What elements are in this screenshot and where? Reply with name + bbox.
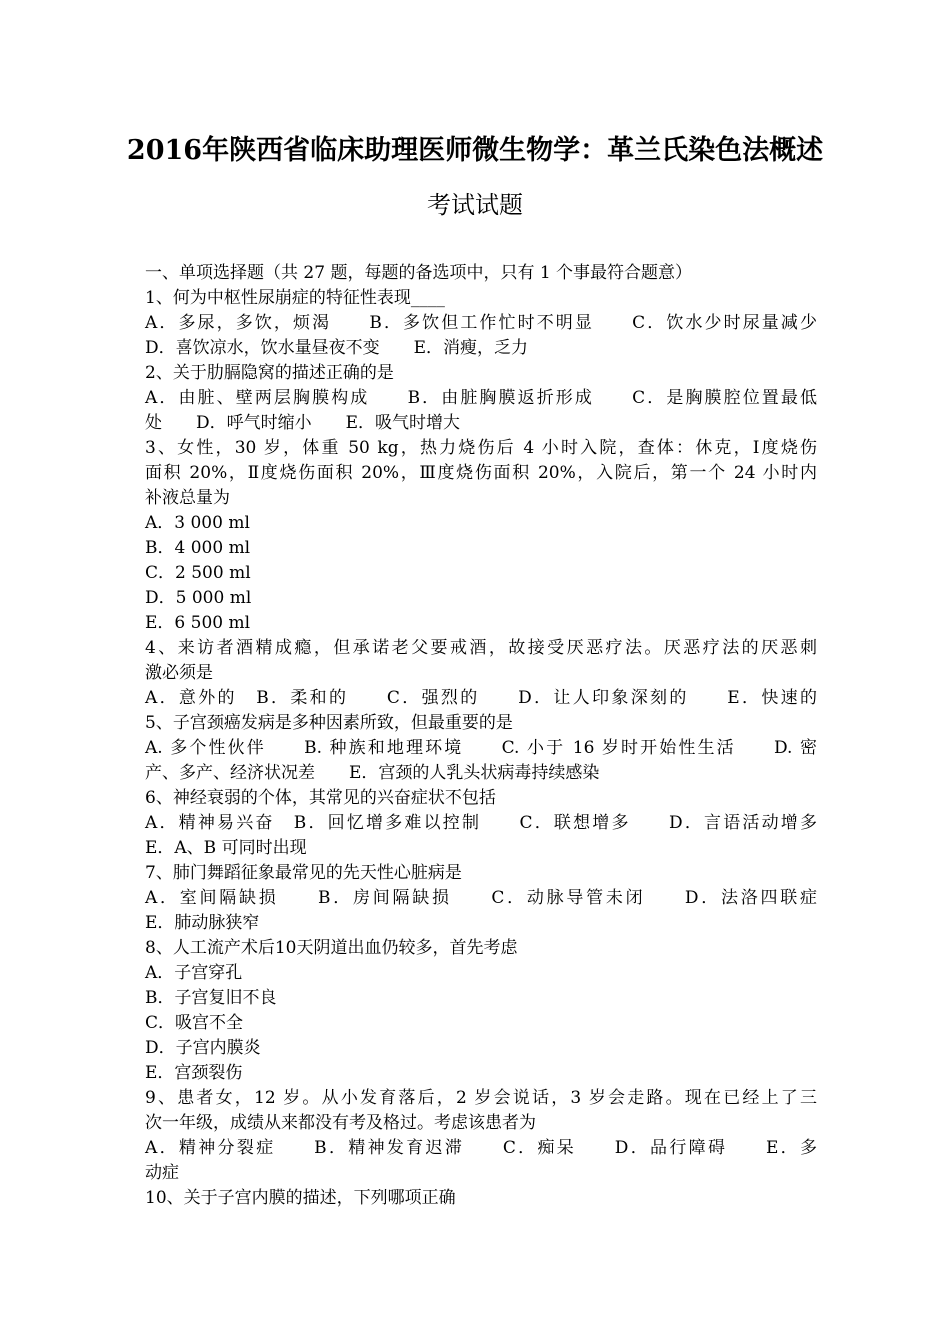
text-line: 次一年级，成绩从来都没有考及格过。考虑该患者为 — [145, 1113, 536, 1133]
text-line: 动症 — [145, 1163, 179, 1183]
text-line: 4、来访者酒精成瘾，但承诺老父要戒酒，故接受厌恶疗法。厌恶疗法的厌恶刺 — [145, 638, 817, 658]
text-line: 1、何为中枢性尿崩症的特征性表现____ — [145, 288, 445, 308]
text-line: 激必须是 — [145, 663, 213, 683]
text-line: A．精神分裂症 B．精神发育迟滞 C．痴呆 D．品行障碍 E．多 — [145, 1138, 817, 1158]
text-line: B．子宫复旧不良 — [145, 988, 277, 1008]
text-line: A. 多个性伙伴 B. 种族和地理环境 C. 小于 16 岁时开始性生活 D. 密 — [145, 738, 817, 758]
text-line: C．吸宫不全 — [145, 1013, 244, 1033]
document-title-line1: 2016年陕西省临床助理医师微生物学：革兰氏染色法概述 — [126, 135, 824, 166]
text-line: A．意外的 B．柔和的 C．强烈的 D．让人印象深刻的 E．快速的 — [145, 688, 817, 708]
text-line: 2、关于肋膈隐窝的描述正确的是 — [145, 363, 394, 383]
text-line: 产、多产、经济状况差 E．宫颈的人乳头状病毒持续感染 — [145, 763, 600, 783]
text-line: 6、神经衰弱的个体，其常见的兴奋症状不包括 — [145, 788, 496, 808]
text-line: 8、人工流产术后10天阴道出血仍较多，首先考虑 — [145, 938, 518, 958]
text-line: 10、关于子宫内膜的描述，下列哪项正确 — [145, 1188, 456, 1208]
text-line: A．精神易兴奋 B．回忆增多难以控制 C．联想增多 D．言语活动增多 — [145, 813, 817, 833]
text-line: D．子宫内膜炎 — [145, 1038, 261, 1058]
text-line: E．A、B 可同时出现 — [145, 838, 307, 858]
document-title-line2: 考试试题 — [427, 191, 523, 219]
document-body — [145, 261, 817, 1211]
text-line: A．室间隔缺损 B．房间隔缺损 C．动脉导管未闭 D．法洛四联症 — [145, 888, 817, 908]
text-line: B．4 000 ml — [145, 538, 251, 558]
text-line: 处 D．呼气时缩小 E．吸气时增大 — [145, 413, 461, 433]
text-line: D．喜饮凉水，饮水量昼夜不变 E．消瘦，乏力 — [145, 338, 529, 358]
text-line: 9、患者女，12 岁。从小发育落后，2 岁会说话，3 岁会走路。现在已经上了三 — [145, 1088, 817, 1108]
text-line: 一、单项选择题（共 27 题，每题的备选项中，只有 1 个事最符合题意） — [145, 263, 693, 283]
text-line: 补液总量为 — [145, 488, 230, 508]
text-line: A．3 000 ml — [145, 513, 250, 533]
text-line: E．肺动脉狭窄 — [145, 913, 260, 933]
text-line: A．由脏、壁两层胸膜构成 B．由脏胸膜返折形成 C．是胸膜腔位置最低 — [145, 388, 817, 408]
text-line: E．6 500 ml — [145, 613, 251, 633]
text-line: A．子宫穿孔 — [145, 963, 243, 983]
text-line: E．宫颈裂伤 — [145, 1063, 243, 1083]
text-line: D．5 000 ml — [145, 588, 252, 608]
text-line: A．多尿，多饮，烦渴 B．多饮但工作忙时不明显 C．饮水少时尿量减少 — [145, 313, 817, 333]
text-line: C．2 500 ml — [145, 563, 251, 583]
text-line: 3、女性，30 岁，体重 50 kg，热力烧伤后 4 小时入院，查体：休克，Ⅰ度烧伤 — [145, 438, 817, 458]
text-line: 面积 20%，Ⅱ度烧伤面积 20%，Ⅲ度烧伤面积 20%，入院后，第一个 24 小时内 — [145, 463, 817, 483]
text-line: 5、子宫颈癌发病是多种因素所致，但最重要的是 — [145, 713, 513, 733]
text-line: 7、肺门舞蹈征象最常见的先天性心脏病是 — [145, 863, 462, 883]
